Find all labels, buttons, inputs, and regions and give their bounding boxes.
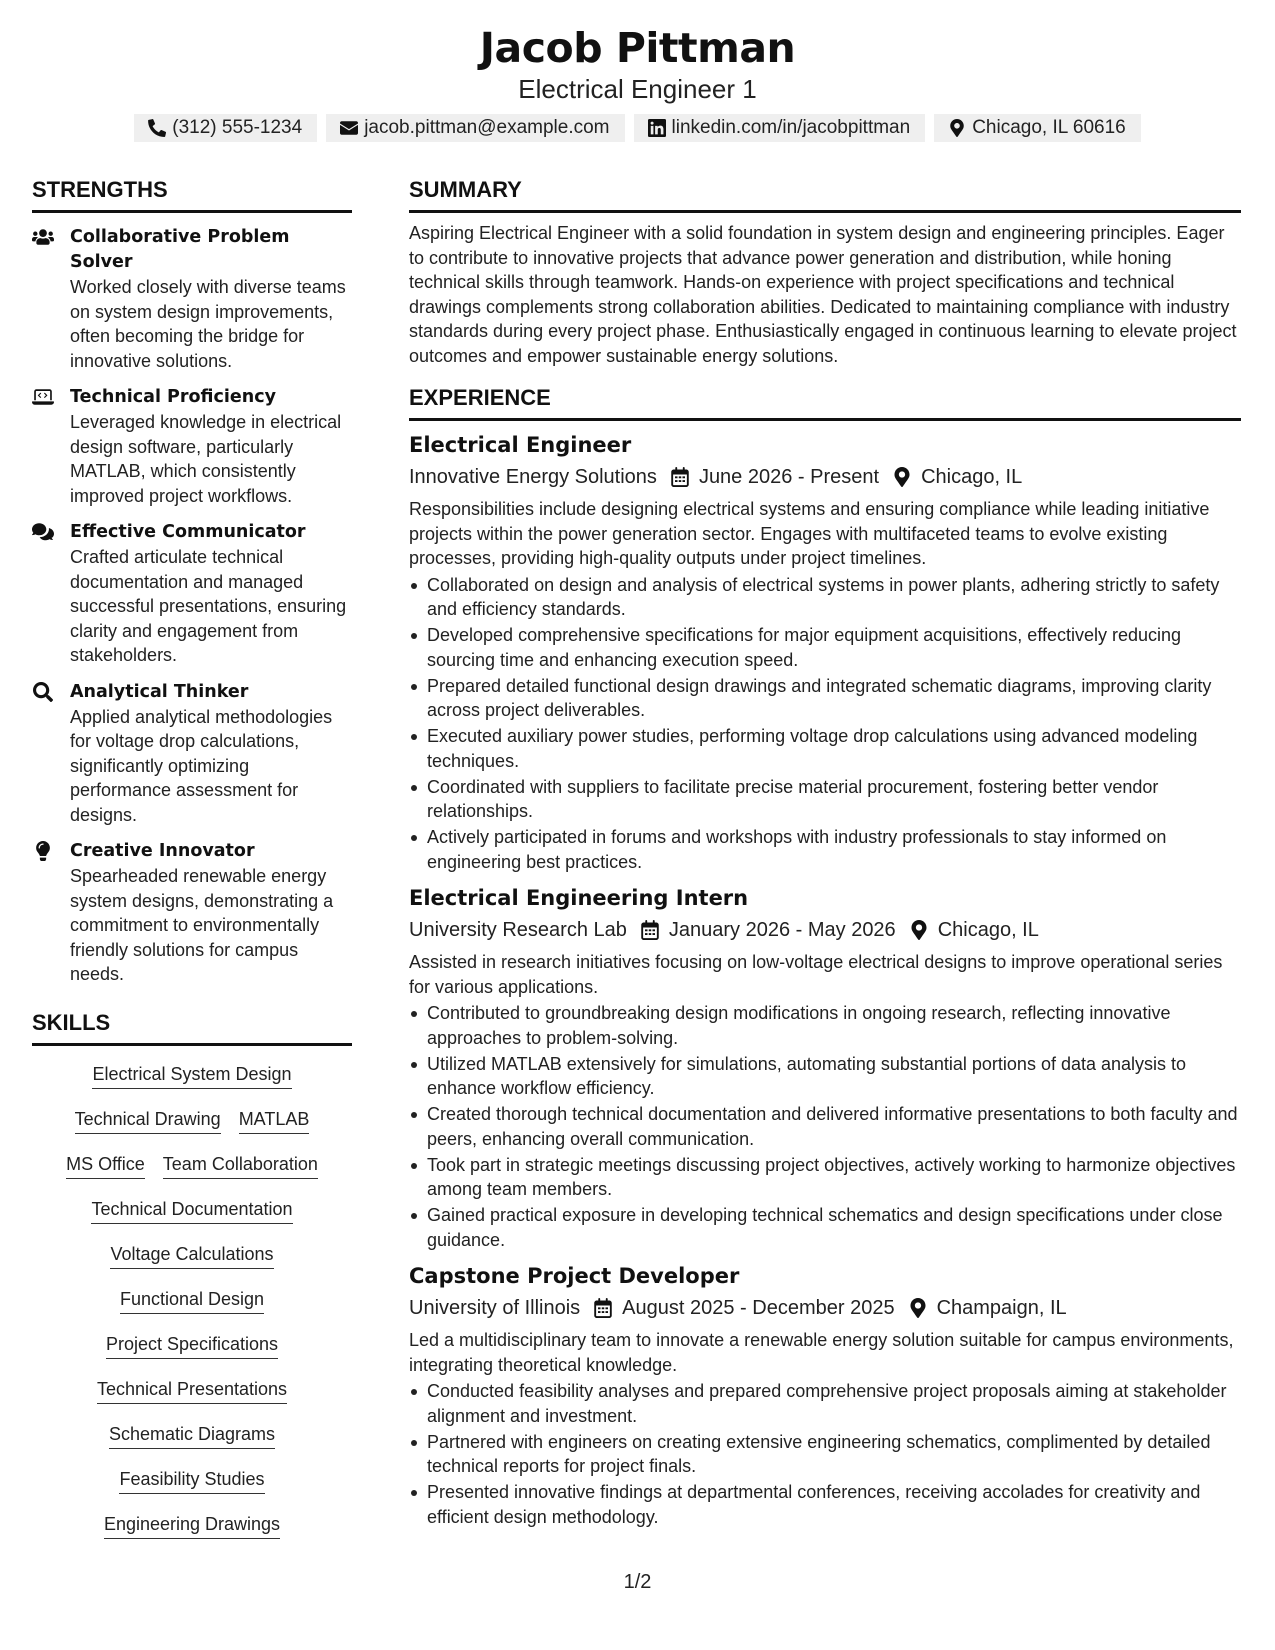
strength-item — [32, 520, 352, 668]
map-pin-icon — [909, 1298, 927, 1318]
strengths-heading: STRENGTHS — [32, 176, 352, 213]
strength-desc: Applied analytical methodologies for voltage drop calculations, significantly optimizing performance assessment for designs. — [70, 706, 333, 825]
job-meta — [409, 916, 1241, 944]
strength-desc: Worked closely with diverse teams on system design improvements, often becoming the bridge for innovative solutions. — [70, 277, 346, 371]
strength-desc: Spearheaded renewable energy system designs, demonstrating a commitment to environmentally friendly solutions for campus needs. — [70, 866, 334, 984]
map-pin-icon — [910, 920, 928, 940]
contact-phone[interactable] — [134, 114, 317, 142]
strength-title: Analytical Thinker — [70, 681, 249, 702]
strength-desc: Crafted articulate technical documentation and managed successful presentations, ensuring clarity and engagement from stakeholders. — [70, 547, 347, 665]
bullet-item: Prepared detailed functional design drawings and integrated schematic diagrams, improving clarity across project deliverables. — [409, 674, 1241, 723]
contact-linkedin-text: linkedin.com/in/jacobpittman — [671, 117, 911, 138]
experience-entry — [409, 884, 1241, 1252]
strength-desc: Leveraged knowledge in electrical design software, particularly MATLAB, which consistently improved project workflows. — [70, 412, 342, 506]
bullet-item: Utilized MATLAB extensively for simulations, automating substantial portions of data analysis to enhance workflow efficiency. — [409, 1052, 1241, 1101]
job-dates: August 2025 - December 2025 — [622, 1297, 895, 1319]
contact-bar — [0, 114, 1275, 142]
contact-phone-text: (312) 555-1234 — [172, 117, 303, 138]
contact-email[interactable] — [326, 114, 624, 142]
job-description: Responsibilities include designing electrical systems and ensuring compliance while leading initiative projects within the power generation sector. Engages with multifaceted teams to evolve existing processes, providing high-quality outputs under project timelines. — [409, 499, 1210, 568]
job-bullets — [409, 1001, 1241, 1252]
resume-header — [0, 0, 1275, 142]
bullet-item: Actively participated in forums and workshops with industry professionals to stay informed on engineering best practices. — [409, 825, 1241, 874]
contact-email-text: jacob.pittman@example.com — [364, 117, 610, 138]
skill-tag: Project Specifications — [106, 1332, 278, 1359]
map-pin-icon — [948, 119, 966, 137]
comments-icon — [32, 522, 54, 542]
job-role: Electrical Engineering Intern — [409, 886, 749, 910]
bullet-item: Collaborated on design and analysis of electrical systems in power plants, adhering strictly to safety and efficiency standards. — [409, 573, 1241, 622]
job-dates: January 2026 - May 2026 — [668, 919, 896, 941]
bullet-item: Partnered with engineers on creating extensive engineering schematics, complimented by detailed technical reports for project finals. — [409, 1430, 1241, 1479]
skill-tag: Team Collaboration — [163, 1152, 318, 1179]
job-location: Champaign, IL — [936, 1297, 1067, 1319]
contact-location-text: Chicago, IL 60616 — [972, 117, 1126, 138]
skill-tag: Functional Design — [120, 1287, 264, 1314]
job-title: Electrical Engineer 1 — [518, 74, 757, 104]
bullet-item: Created thorough technical documentation and delivered informative presentations to both faculty and peers, enhancing overall communication. — [409, 1102, 1241, 1151]
bullet-item: Executed auxiliary power studies, performing voltage drop calculations using advanced modeling techniques. — [409, 724, 1241, 773]
candidate-name: Jacob Pittman — [479, 24, 796, 72]
skill-tag: Voltage Calculations — [110, 1242, 273, 1269]
job-meta — [409, 1294, 1241, 1322]
envelope-icon — [340, 119, 358, 137]
job-bullets — [409, 1379, 1241, 1529]
job-description: Led a multidisciplinary team to innovate a renewable energy solution suitable for campus environments, integrating theoretical knowledge. — [409, 1330, 1234, 1375]
bullet-item: Gained practical exposure in developing technical schematics and design specifications under close guidance. — [409, 1203, 1241, 1252]
skill-tag: Technical Presentations — [97, 1377, 287, 1404]
bullet-item: Coordinated with suppliers to facilitate precise material procurement, fostering better vendor relationships. — [409, 775, 1241, 824]
skills-list — [32, 1062, 352, 1557]
lightbulb-icon — [32, 841, 54, 861]
strength-item — [32, 839, 352, 987]
bullet-item: Took part in strategic meetings discussing project objectives, actively working to harmonize objectives among team members. — [409, 1153, 1241, 1202]
skill-tag: Engineering Drawings — [104, 1512, 280, 1539]
strength-title: Technical Proficiency — [70, 387, 276, 407]
job-role: Electrical Engineer — [409, 433, 632, 457]
skill-tag: Schematic Diagrams — [109, 1422, 275, 1449]
skill-tag: Electrical System Design — [92, 1062, 291, 1089]
job-location: Chicago, IL — [937, 919, 1039, 941]
summary-text: Aspiring Electrical Engineer with a solid foundation in system design and engineering principles. Eager to contribute to innovative projects that advance power generation and distribution, while honing technical skills through teamwork. Hands-on experience with project specifications and technical drawings complements strong collaboration abilities. Dedicated to maintaining compliance with industry standards during every project phase. Enthusiastically engaged in continuous learning to elevate project outcomes and empower sustainable energy solutions. — [409, 223, 1237, 366]
skill-tag: MATLAB — [239, 1107, 310, 1134]
strength-item — [32, 225, 352, 373]
linkedin-icon — [648, 119, 666, 137]
contact-linkedin[interactable] — [634, 114, 926, 142]
skill-tag: Technical Documentation — [91, 1197, 292, 1224]
page-number: 1/2 — [623, 1571, 652, 1593]
experience-heading: EXPERIENCE — [409, 384, 1241, 421]
strength-item — [32, 385, 352, 508]
laptop-code-icon — [32, 387, 54, 407]
bullet-item: Conducted feasibility analyses and prepared comprehensive project proposals aiming at stakeholder alignment and investment. — [409, 1379, 1241, 1428]
job-description: Assisted in research initiatives focusing on low-voltage electrical designs to improve operational series for various applications. — [409, 952, 1223, 997]
job-company: University of Illinois — [409, 1297, 581, 1319]
job-role: Capstone Project Developer — [409, 1264, 740, 1288]
right-column — [409, 176, 1241, 1531]
summary-heading: SUMMARY — [409, 176, 1241, 213]
strength-title: Effective Communicator — [70, 522, 306, 542]
strength-item — [32, 680, 352, 828]
job-location: Chicago, IL — [921, 466, 1023, 488]
job-dates: June 2026 - Present — [698, 466, 880, 488]
contact-location — [934, 114, 1141, 142]
calendar-icon — [641, 920, 659, 940]
users-icon — [32, 227, 54, 247]
search-icon — [32, 682, 54, 702]
skill-tag: Feasibility Studies — [119, 1467, 264, 1494]
map-pin-icon — [893, 467, 911, 487]
bullet-item: Presented innovative findings at departmental conferences, receiving accolades for creativity and efficient design methodology. — [409, 1480, 1241, 1529]
strength-title: Creative Innovator — [70, 841, 255, 861]
experience-entry — [409, 1262, 1241, 1529]
left-column — [32, 176, 352, 1557]
bullet-item: Developed comprehensive specifications for major equipment acquisitions, effectively reducing sourcing time and enhancing execution speed. — [409, 623, 1241, 672]
strength-title: Collaborative Problem Solver — [70, 227, 290, 272]
skill-tag: Technical Drawing — [75, 1107, 221, 1134]
calendar-icon — [671, 467, 689, 487]
experience-entry — [409, 431, 1241, 874]
calendar-icon — [594, 1298, 612, 1318]
skills-heading: SKILLS — [32, 1009, 352, 1046]
bullet-item: Contributed to groundbreaking design modifications in ongoing research, reflecting innovative approaches to problem-solving. — [409, 1001, 1241, 1050]
job-meta — [409, 463, 1241, 491]
job-company: University Research Lab — [409, 919, 627, 941]
phone-icon — [148, 119, 166, 137]
job-bullets — [409, 573, 1241, 875]
skill-tag: MS Office — [66, 1152, 145, 1179]
job-company: Innovative Energy Solutions — [409, 466, 657, 488]
